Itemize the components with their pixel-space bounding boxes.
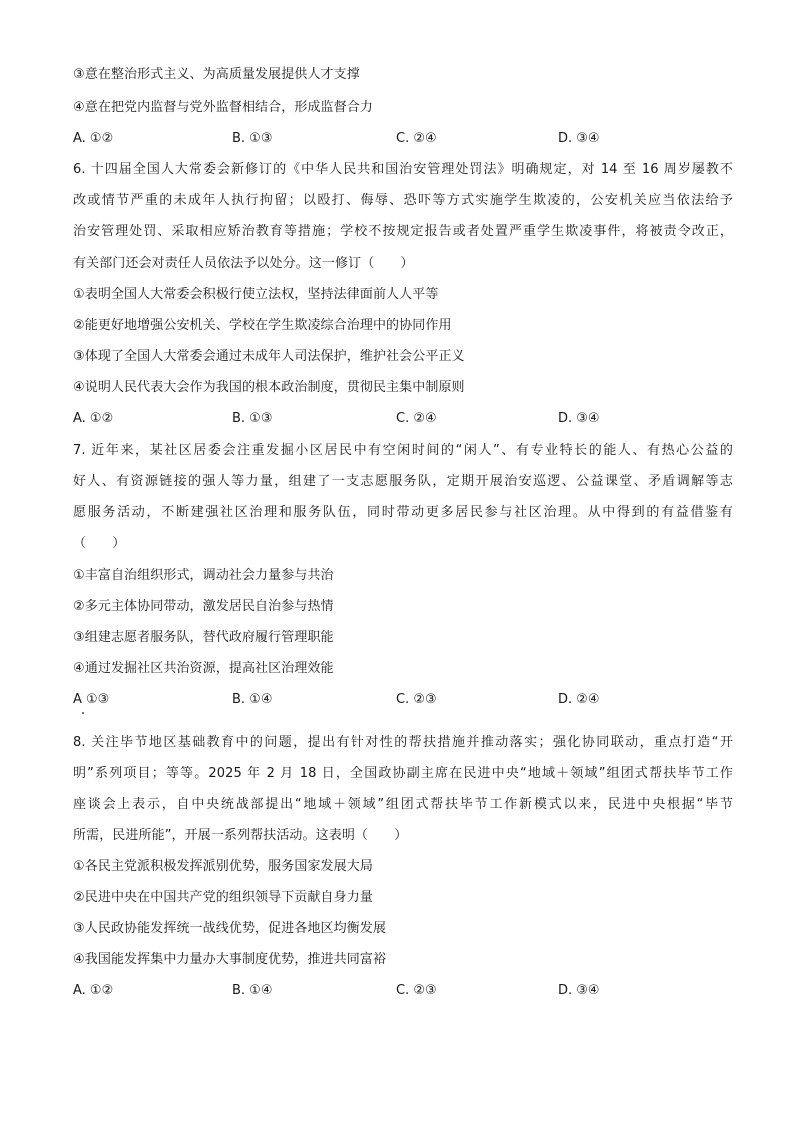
statement-4: ④意在把党内监督与党外监督相结合，形成监督合力 [73,100,373,115]
q6-stem-line: 改或情节严重的未成年人执行拘留；以殴打、侮辱、恐吓等方式实施学生欺凌的，公安机关应当依法给予 [73,193,733,208]
option-c: C. ②④ [396,131,437,146]
q8-option-a: A. ①② [73,983,114,998]
q6-option-a: A. ①② [73,411,114,426]
q7-option-c: C. ②③ [396,692,437,707]
q6-statement: ④说明人民代表大会作为我国的根本政治制度，贯彻民主集中制原则 [73,380,465,395]
q6-statement: ②能更好地增强公安机关、学校在学生欺凌综合治理中的协同作用 [73,318,452,333]
q6-stem-line: 6. 十四届全国人大常委会新修订的《中华人民共和国治安管理处罚法》明确规定，对 14 至 16 周岁屡教不 [73,162,733,177]
q6-option-c: C. ②④ [396,411,437,426]
q6-statement: ①表明全国人大常委会积极行使立法权，坚持法律面前人人平等 [73,287,439,302]
q6-stem-line: 有关部门还会对责任人员依法予以处分。这一修订（ ） [73,256,414,271]
q7-stem-line: 好人、有资源链接的强人等力量，组建了一支志愿服务队，定期开展治安巡逻、公益课堂、矛盾调解等志 [73,474,733,489]
q8-stem-line: 8. 关注毕节地区基础教育中的问题，提出有针对性的帮扶措施并推动落实；强化协同联动，重点打造“开 [73,735,733,750]
q8-stem-line: 所需，民进所能”，开展一系列帮扶活动。这表明（ ） [73,828,408,843]
q8-statement: ③人民政协能发挥统一战线优势，促进各地区均衡发展 [73,921,387,936]
q7-stem-line: （ ） [73,536,126,551]
q7-statement: ③组建志愿者服务队，替代政府履行管理职能 [73,630,334,645]
q8-option-c: C. ②③ [396,983,437,998]
stray-dot-mark [82,712,84,714]
q7-option-a: A ①③ [73,692,110,707]
q8-statement: ④我国能发挥集中力量办大事制度优势，推进共同富裕 [73,952,387,967]
q7-option-b: B. ①④ [232,692,273,707]
q8-statement: ②民进中央在中国共产党的组织领导下贡献自身力量 [73,890,373,905]
q7-option-d: D. ②④ [558,692,600,707]
q6-statement: ③体现了全国人大常委会通过未成年人司法保护，维护社会公平正义 [73,349,465,364]
q7-statement: ①丰富自治组织形式，调动社会力量参与共治 [73,568,334,583]
q6-option-b: B. ①③ [232,411,273,426]
q8-stem-line: 座谈会上表示，自中央统战部提出“地域＋领域”组团式帮扶毕节工作新模式以来，民进中央根据“毕节 [73,797,733,812]
option-b: B. ①③ [232,131,273,146]
q7-stem-line: 7. 近年来，某社区居委会注重发掘小区居民中有空闲时间的“闲人”、有专业特长的能人、有热心公益的 [73,443,733,458]
statement-3: ③意在整治形式主义、为高质量发展提供人才支撑 [73,67,360,82]
option-a: A. ①② [73,131,114,146]
option-d: D. ③④ [558,131,600,146]
q8-option-b: B. ①④ [232,983,273,998]
q8-statement: ①各民主党派积极发挥派别优势，服务国家发展大局 [73,859,373,874]
q8-option-d: D. ③④ [558,983,600,998]
q7-stem-line: 愿服务活动，不断建强社区治理和服务队伍，同时带动更多居民参与社区治理。从中得到的有益借鉴有 [73,505,733,520]
q8-stem-line: 明”系列项目；等等。2025 年 2 月 18 日，全国政协副主席在民进中央“地域＋领域”组团式帮扶毕节工作 [73,766,733,781]
q6-option-d: D. ③④ [558,411,600,426]
q7-statement: ②多元主体协同带动，激发居民自治参与热情 [73,599,334,614]
q7-statement: ④通过发掘社区共治资源，提高社区治理效能 [73,661,334,676]
q6-stem-line: 治安管理处罚、采取相应矫治教育等措施；学校不按规定报告或者处置严重学生欺凌事件，将被责令改正， [73,224,733,239]
